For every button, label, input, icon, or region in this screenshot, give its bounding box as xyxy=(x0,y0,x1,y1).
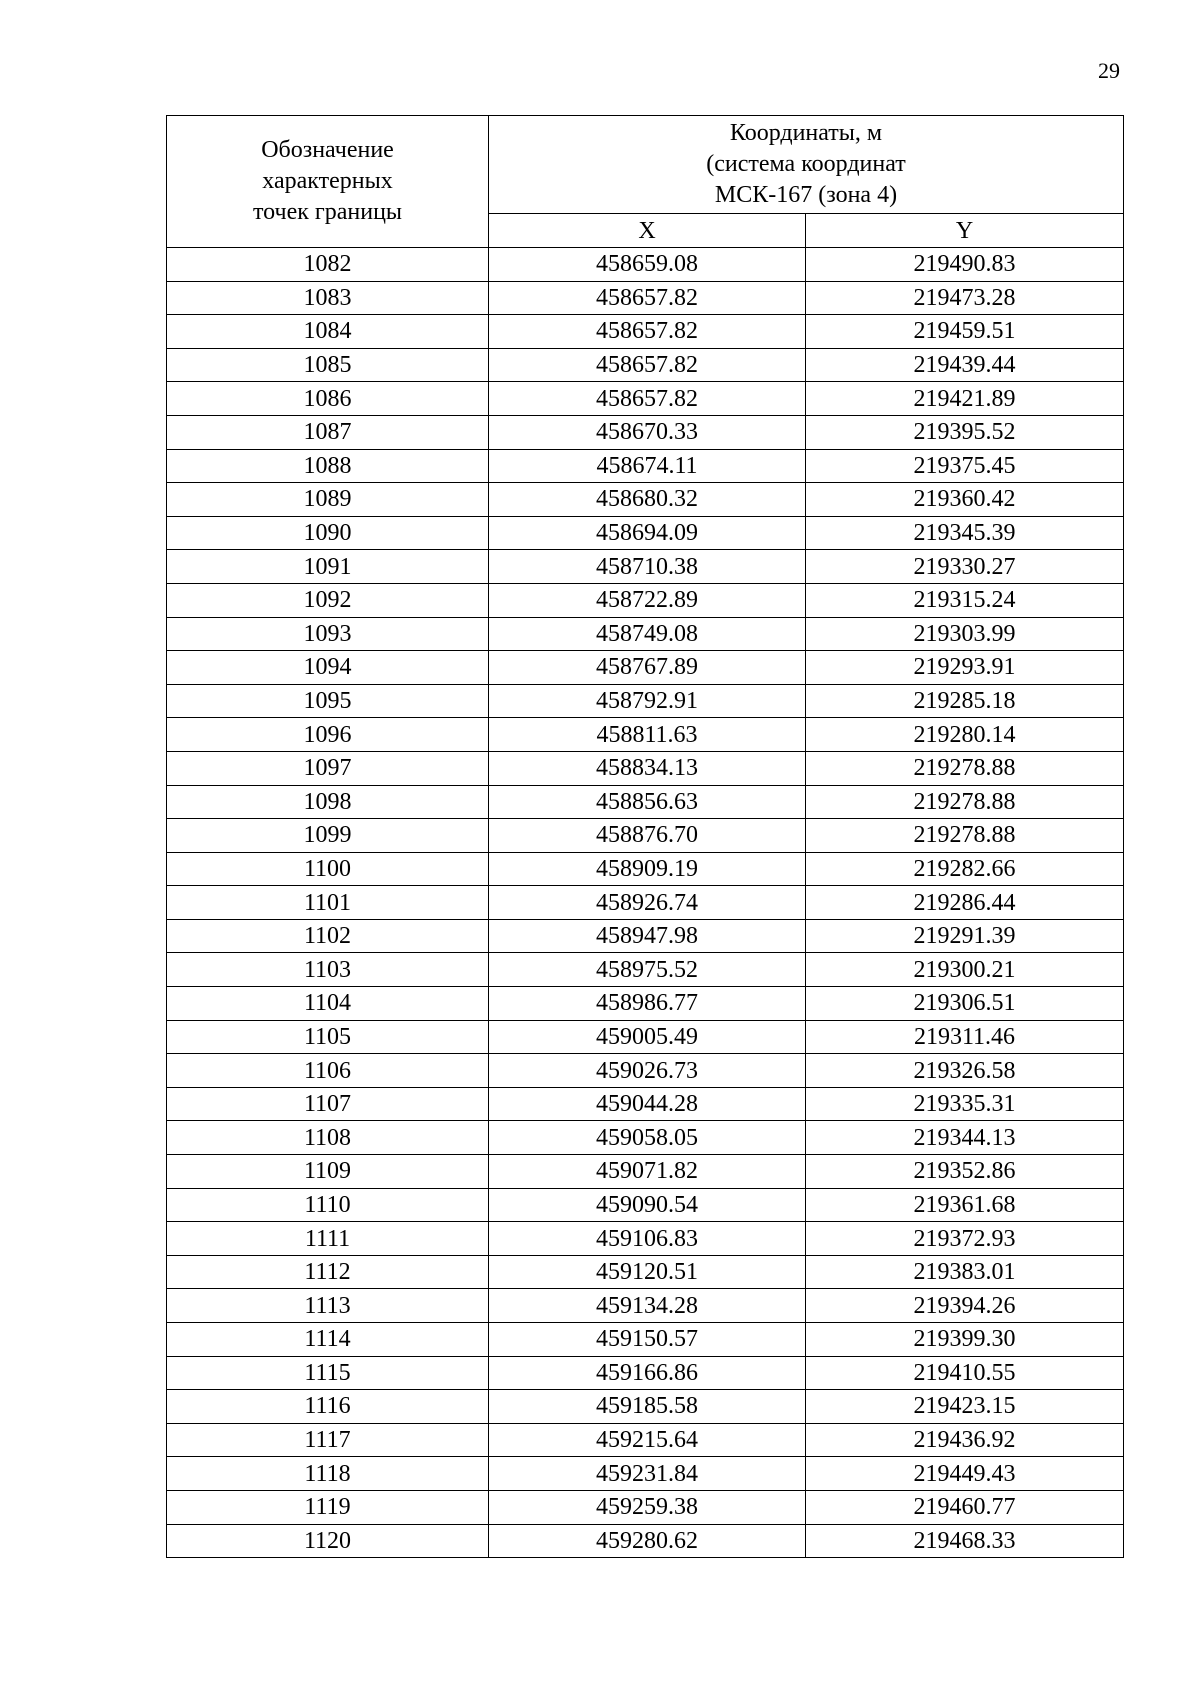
table-row xyxy=(167,1457,1124,1491)
table-row xyxy=(167,583,1124,617)
table-row xyxy=(167,852,1124,886)
x-coordinate-cell: 458680.32 xyxy=(489,483,806,517)
x-coordinate-cell: 458722.89 xyxy=(489,583,806,617)
table-row xyxy=(167,382,1124,416)
x-coordinate-cell: 458694.09 xyxy=(489,516,806,550)
point-id-cell: 1116 xyxy=(167,1390,489,1424)
table-row xyxy=(167,248,1124,282)
y-coordinate-cell: 219293.91 xyxy=(806,651,1124,685)
coords-header-line: Координаты, м xyxy=(729,120,883,147)
y-coordinate-cell: 219326.58 xyxy=(806,1054,1124,1088)
point-header-line: точек границы xyxy=(252,199,403,225)
y-column-header: Y xyxy=(806,214,1124,248)
point-id-cell: 1099 xyxy=(167,819,489,853)
table-row xyxy=(167,617,1124,651)
point-id-cell: 1084 xyxy=(167,315,489,349)
y-coordinate-cell: 219410.55 xyxy=(806,1356,1124,1390)
point-id-cell: 1095 xyxy=(167,684,489,718)
x-coordinate-cell: 458659.08 xyxy=(489,248,806,282)
x-coordinate-cell: 459071.82 xyxy=(489,1155,806,1189)
x-coordinate-cell: 459005.49 xyxy=(489,1020,806,1054)
y-coordinate-cell: 219280.14 xyxy=(806,718,1124,752)
x-coordinate-cell: 459090.54 xyxy=(489,1188,806,1222)
table-row xyxy=(167,1054,1124,1088)
point-id-cell: 1110 xyxy=(167,1188,489,1222)
y-coordinate-cell: 219395.52 xyxy=(806,415,1124,449)
y-coordinate-cell: 219375.45 xyxy=(806,449,1124,483)
y-coordinate-cell: 219330.27 xyxy=(806,550,1124,584)
x-coordinate-cell: 458811.63 xyxy=(489,718,806,752)
x-column-header: X xyxy=(489,214,806,248)
x-coordinate-cell: 459106.83 xyxy=(489,1222,806,1256)
table-row xyxy=(167,315,1124,349)
x-coordinate-cell: 458792.91 xyxy=(489,684,806,718)
point-id-cell: 1082 xyxy=(167,248,489,282)
table-row xyxy=(167,651,1124,685)
y-coordinate-cell: 219291.39 xyxy=(806,919,1124,953)
table-row xyxy=(167,1222,1124,1256)
y-coordinate-cell: 219372.93 xyxy=(806,1222,1124,1256)
point-id-cell: 1093 xyxy=(167,617,489,651)
point-header-line: характерных xyxy=(262,168,393,194)
point-id-cell: 1117 xyxy=(167,1423,489,1457)
y-coordinate-cell: 219335.31 xyxy=(806,1087,1124,1121)
x-coordinate-cell: 459215.64 xyxy=(489,1423,806,1457)
x-coordinate-cell: 458670.33 xyxy=(489,415,806,449)
point-id-cell: 1118 xyxy=(167,1457,489,1491)
x-coordinate-cell: 459134.28 xyxy=(489,1289,806,1323)
point-id-cell: 1106 xyxy=(167,1054,489,1088)
table-row xyxy=(167,684,1124,718)
table-header xyxy=(167,116,1124,248)
x-coordinate-cell: 458657.82 xyxy=(489,315,806,349)
table-row xyxy=(167,1188,1124,1222)
table-row xyxy=(167,348,1124,382)
x-coordinate-cell: 459058.05 xyxy=(489,1121,806,1155)
point-id-cell: 1113 xyxy=(167,1289,489,1323)
point-id-cell: 1085 xyxy=(167,348,489,382)
table-row xyxy=(167,1390,1124,1424)
x-coordinate-cell: 459150.57 xyxy=(489,1323,806,1357)
y-coordinate-cell: 219278.88 xyxy=(806,785,1124,819)
table-row xyxy=(167,987,1124,1021)
point-id-cell: 1088 xyxy=(167,449,489,483)
x-coordinate-cell: 459185.58 xyxy=(489,1390,806,1424)
y-coordinate-cell: 219473.28 xyxy=(806,281,1124,315)
x-coordinate-cell: 459280.62 xyxy=(489,1524,806,1558)
point-id-cell: 1120 xyxy=(167,1524,489,1558)
table-row xyxy=(167,449,1124,483)
y-coordinate-cell: 219436.92 xyxy=(806,1423,1124,1457)
x-coordinate-cell: 458749.08 xyxy=(489,617,806,651)
x-coordinate-cell: 459026.73 xyxy=(489,1054,806,1088)
table-row xyxy=(167,1423,1124,1457)
x-coordinate-cell: 458767.89 xyxy=(489,651,806,685)
table-row xyxy=(167,1255,1124,1289)
point-id-cell: 1091 xyxy=(167,550,489,584)
point-id-cell: 1089 xyxy=(167,483,489,517)
point-id-cell: 1102 xyxy=(167,919,489,953)
table-row xyxy=(167,1087,1124,1121)
table-row xyxy=(167,886,1124,920)
point-id-cell: 1092 xyxy=(167,583,489,617)
table-row xyxy=(167,1490,1124,1524)
point-id-cell: 1090 xyxy=(167,516,489,550)
table-row xyxy=(167,1020,1124,1054)
table-row xyxy=(167,1323,1124,1357)
table-row xyxy=(167,1121,1124,1155)
table-row xyxy=(167,1155,1124,1189)
coordinates-header xyxy=(489,116,1124,214)
x-coordinate-cell: 459120.51 xyxy=(489,1255,806,1289)
y-coordinate-cell: 219399.30 xyxy=(806,1323,1124,1357)
x-coordinate-cell: 458657.82 xyxy=(489,281,806,315)
table-row xyxy=(167,415,1124,449)
table-row xyxy=(167,281,1124,315)
x-coordinate-cell: 458986.77 xyxy=(489,987,806,1021)
page-number: 29 xyxy=(1098,58,1120,83)
y-coordinate-cell: 219282.66 xyxy=(806,852,1124,886)
y-coordinate-cell: 219303.99 xyxy=(806,617,1124,651)
y-coordinate-cell: 219285.18 xyxy=(806,684,1124,718)
point-id-cell: 1105 xyxy=(167,1020,489,1054)
point-id-cell: 1086 xyxy=(167,382,489,416)
point-id-cell: 1100 xyxy=(167,852,489,886)
point-id-cell: 1101 xyxy=(167,886,489,920)
y-coordinate-cell: 219490.83 xyxy=(806,248,1124,282)
table-row xyxy=(167,919,1124,953)
y-coordinate-cell: 219311.46 xyxy=(806,1020,1124,1054)
x-coordinate-cell: 458975.52 xyxy=(489,953,806,987)
y-coordinate-cell: 219449.43 xyxy=(806,1457,1124,1491)
table-row xyxy=(167,751,1124,785)
table-row xyxy=(167,483,1124,517)
table-row xyxy=(167,718,1124,752)
coordinates-table xyxy=(166,115,1124,1558)
y-coordinate-cell: 219423.15 xyxy=(806,1390,1124,1424)
table-row xyxy=(167,819,1124,853)
x-coordinate-cell: 459166.86 xyxy=(489,1356,806,1390)
y-coordinate-cell: 219278.88 xyxy=(806,819,1124,853)
point-id-cell: 1114 xyxy=(167,1323,489,1357)
table-row xyxy=(167,785,1124,819)
point-id-cell: 1103 xyxy=(167,953,489,987)
y-coordinate-cell: 219459.51 xyxy=(806,315,1124,349)
point-designation-header xyxy=(167,116,489,248)
table-body xyxy=(167,248,1124,1558)
point-id-cell: 1115 xyxy=(167,1356,489,1390)
point-id-cell: 1104 xyxy=(167,987,489,1021)
point-id-cell: 1083 xyxy=(167,281,489,315)
y-coordinate-cell: 219344.13 xyxy=(806,1121,1124,1155)
point-header-line: Обозначение xyxy=(261,137,394,163)
point-id-cell: 1112 xyxy=(167,1255,489,1289)
x-coordinate-cell: 458909.19 xyxy=(489,852,806,886)
point-id-cell: 1108 xyxy=(167,1121,489,1155)
table-row xyxy=(167,550,1124,584)
point-id-cell: 1107 xyxy=(167,1087,489,1121)
point-id-cell: 1087 xyxy=(167,415,489,449)
x-coordinate-cell: 459044.28 xyxy=(489,1087,806,1121)
table-row xyxy=(167,1356,1124,1390)
y-coordinate-cell: 219345.39 xyxy=(806,516,1124,550)
y-coordinate-cell: 219286.44 xyxy=(806,886,1124,920)
point-id-cell: 1094 xyxy=(167,651,489,685)
point-id-cell: 1098 xyxy=(167,785,489,819)
y-coordinate-cell: 219300.21 xyxy=(806,953,1124,987)
y-coordinate-cell: 219360.42 xyxy=(806,483,1124,517)
point-id-cell: 1111 xyxy=(167,1222,489,1256)
y-coordinate-cell: 219352.86 xyxy=(806,1155,1124,1189)
x-coordinate-cell: 458947.98 xyxy=(489,919,806,953)
x-coordinate-cell: 458710.38 xyxy=(489,550,806,584)
y-coordinate-cell: 219439.44 xyxy=(806,348,1124,382)
x-coordinate-cell: 458657.82 xyxy=(489,382,806,416)
x-coordinate-cell: 458674.11 xyxy=(489,449,806,483)
x-coordinate-cell: 458926.74 xyxy=(489,886,806,920)
coords-header-line: (система координат xyxy=(706,151,906,178)
y-coordinate-cell: 219468.33 xyxy=(806,1524,1124,1558)
table-row xyxy=(167,1524,1124,1558)
point-id-cell: 1119 xyxy=(167,1490,489,1524)
x-coordinate-cell: 458876.70 xyxy=(489,819,806,853)
y-coordinate-cell: 219421.89 xyxy=(806,382,1124,416)
coords-header-line: МСК-167 (зона 4) xyxy=(714,182,898,209)
table-row xyxy=(167,516,1124,550)
y-coordinate-cell: 219315.24 xyxy=(806,583,1124,617)
y-coordinate-cell: 219278.88 xyxy=(806,751,1124,785)
x-coordinate-cell: 458657.82 xyxy=(489,348,806,382)
y-coordinate-cell: 219460.77 xyxy=(806,1490,1124,1524)
point-id-cell: 1097 xyxy=(167,751,489,785)
point-id-cell: 1096 xyxy=(167,718,489,752)
x-coordinate-cell: 459259.38 xyxy=(489,1490,806,1524)
y-coordinate-cell: 219361.68 xyxy=(806,1188,1124,1222)
y-coordinate-cell: 219394.26 xyxy=(806,1289,1124,1323)
x-coordinate-cell: 459231.84 xyxy=(489,1457,806,1491)
y-coordinate-cell: 219306.51 xyxy=(806,987,1124,1021)
table-row xyxy=(167,1289,1124,1323)
x-coordinate-cell: 458856.63 xyxy=(489,785,806,819)
table-row xyxy=(167,953,1124,987)
point-id-cell: 1109 xyxy=(167,1155,489,1189)
x-coordinate-cell: 458834.13 xyxy=(489,751,806,785)
y-coordinate-cell: 219383.01 xyxy=(806,1255,1124,1289)
